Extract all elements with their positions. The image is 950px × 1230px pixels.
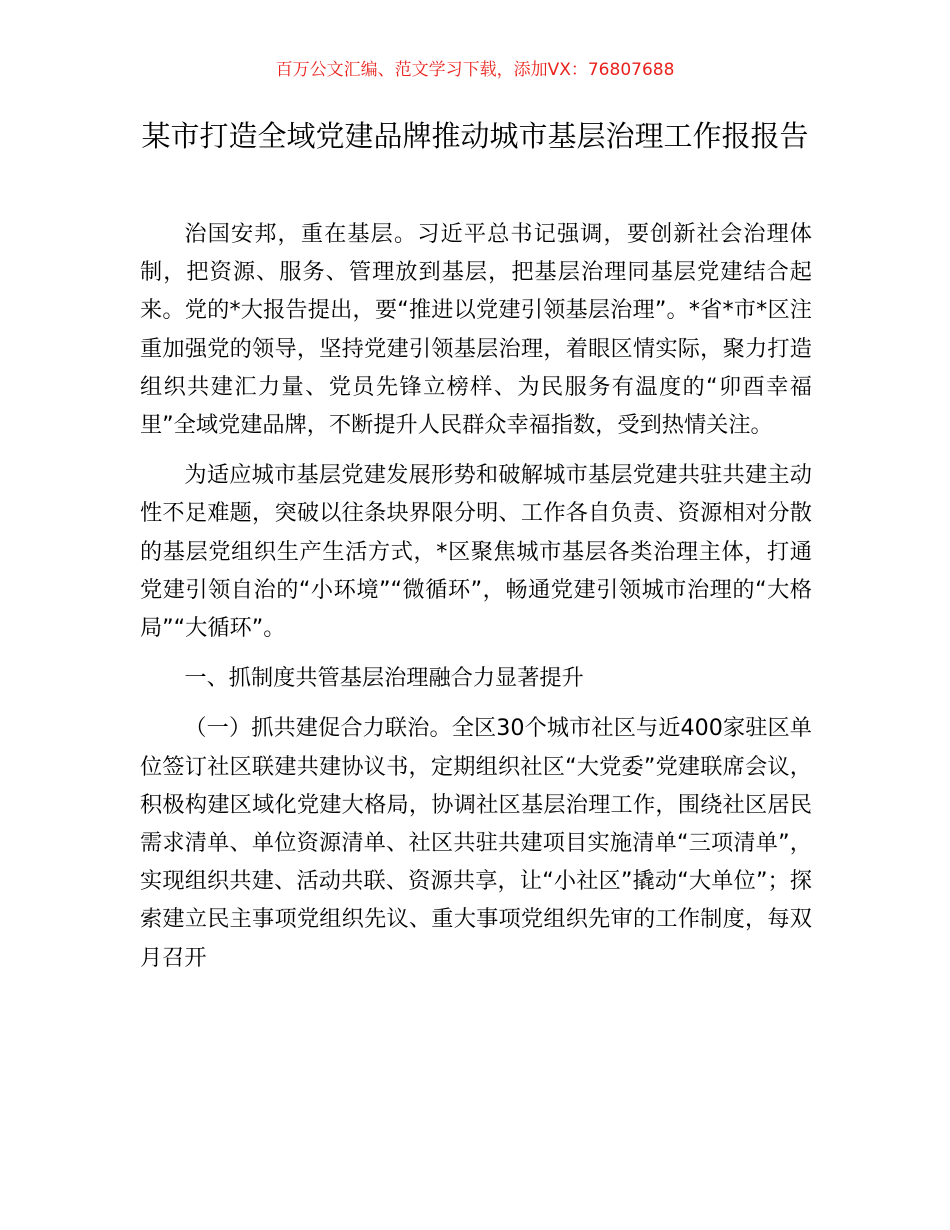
paragraph-background: 为适应城市基层党建发展形势和破解城市基层党建共驻共建主动性不足难题，突破以往条块界限分明、工作各自负责、资源相对分散的基层党组织生产生活方式，*区聚焦城市基层各类治理主体，打通党建引领自治的“小环境”“微循环”，畅通党建引领城市治理的“大格局”“大循环”。: [140, 462, 812, 642]
document-title: 某市打造全域党建品牌推动城市基层治理工作报报告: [141, 119, 809, 153]
document-body: [140, 215, 812, 989]
paragraph-intro: 治国安邦，重在基层。习近平总书记强调，要创新社会治理体制，把资源、服务、管理放到基层，把基层治理同基层党建结合起来。党的*大报告提出，要“推进以党建引领基层治理”。*省*市*区注重加强党的领导，坚持党建引领基层治理，着眼区情实际，聚力打造组织共建汇力量、党员先锋立榜样、为民服务有温度的“卯酉幸福里”全域党建品牌，不断提升人民群众幸福指数，受到热情关注。: [140, 221, 812, 439]
watermark-banner: 百万公文汇编、范文学习下载，添加VX：76807688: [275, 60, 675, 80]
paragraph-subsection-1: （一）抓共建促合力联治。全区30个城市社区与近400家驻区单位签订社区联建共建协议书，定期组织社区“大党委”党建联席会议，积极构建区域化党建大格局，协调社区基层治理工作，围绕社区居民需求清单、单位资源清单、社区共驻共建项目实施清单“三项清单”，实现组织共建、活动共联、资源共享，让“小社区”撬动“大单位”；探索建立民主事项党组织先议、重大事项党组织先审的工作制度，每双月召开: [140, 715, 812, 971]
section-heading: 一、抓制度共管基层治理融合力显著提升: [184, 665, 584, 692]
